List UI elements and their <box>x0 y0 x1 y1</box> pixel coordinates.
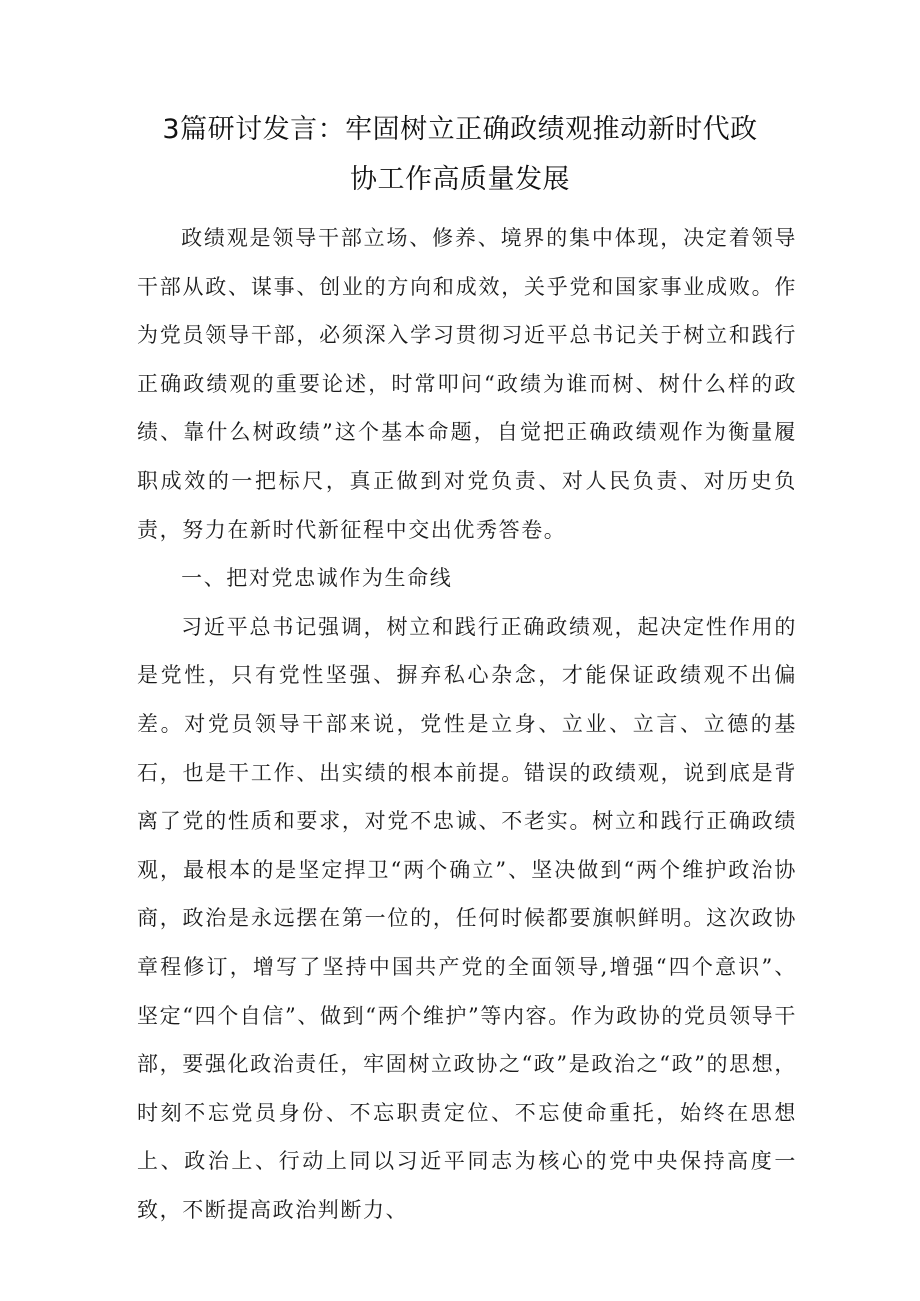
paragraph-section-1: 习近平总书记强调，树立和践行正确政绩观，起决定性作用的是党性，只有党性坚强、摒弃私心杂念，才能保证政绩观不出偏差。对党员领导干部来说，党性是立身、立业、立言、立德的基石，也是干工作、出实绩的根本前提。错误的政绩观，说到底是背离了党的性质和要求，对党不忠诚、不老实。树立和践行正确政绩观，最根本的是坚定捍卫“两个确立”、坚决做到“两个维护政治协商，政治是永远摆在第一位的，任何时候都要旗帜鲜明。这次政协章程修订，增写了坚持中国共产党的全面领导,增强“四个意识”、坚定“四个自信”、做到“两个维护”等内容。作为政协的党员领导干部，要强化政治责任，牢固树立政协之“政”是政治之“政”的思想，时刻不忘党员身份、不忘职责定位、不忘使命重托，始终在思想上、政治上、行动上同以习近平同志为核心的党中央保持高度一致，不断提高政治判断力、 <box>137 614 797 1222</box>
title-line-1: 3篇研讨发言：牢固树立正确政绩观推动新时代政 <box>162 114 758 145</box>
document-title <box>120 105 800 205</box>
title-line-2: 协工作高质量发展 <box>350 164 570 195</box>
section-heading-1: 一、把对党忠诚作为生命线 <box>181 566 453 591</box>
paragraph-intro: 政绩观是领导干部立场、修养、境界的集中体现，决定着领导干部从政、谋事、创业的方向和成效，关乎党和国家事业成败。作为党员领导干部，必须深入学习贯彻习近平总书记关于树立和践行正确政绩观的重要论述，时常叩问“政绩为谁而树、树什么样的政绩、靠什么树政绩”这个基本命题，自觉把正确政绩观作为衡量履职成效的一把标尺，真正做到对党负责、对人民负责、对历史负责，努力在新时代新征程中交出优秀答卷。 <box>137 226 797 542</box>
document-body <box>137 214 797 1234</box>
